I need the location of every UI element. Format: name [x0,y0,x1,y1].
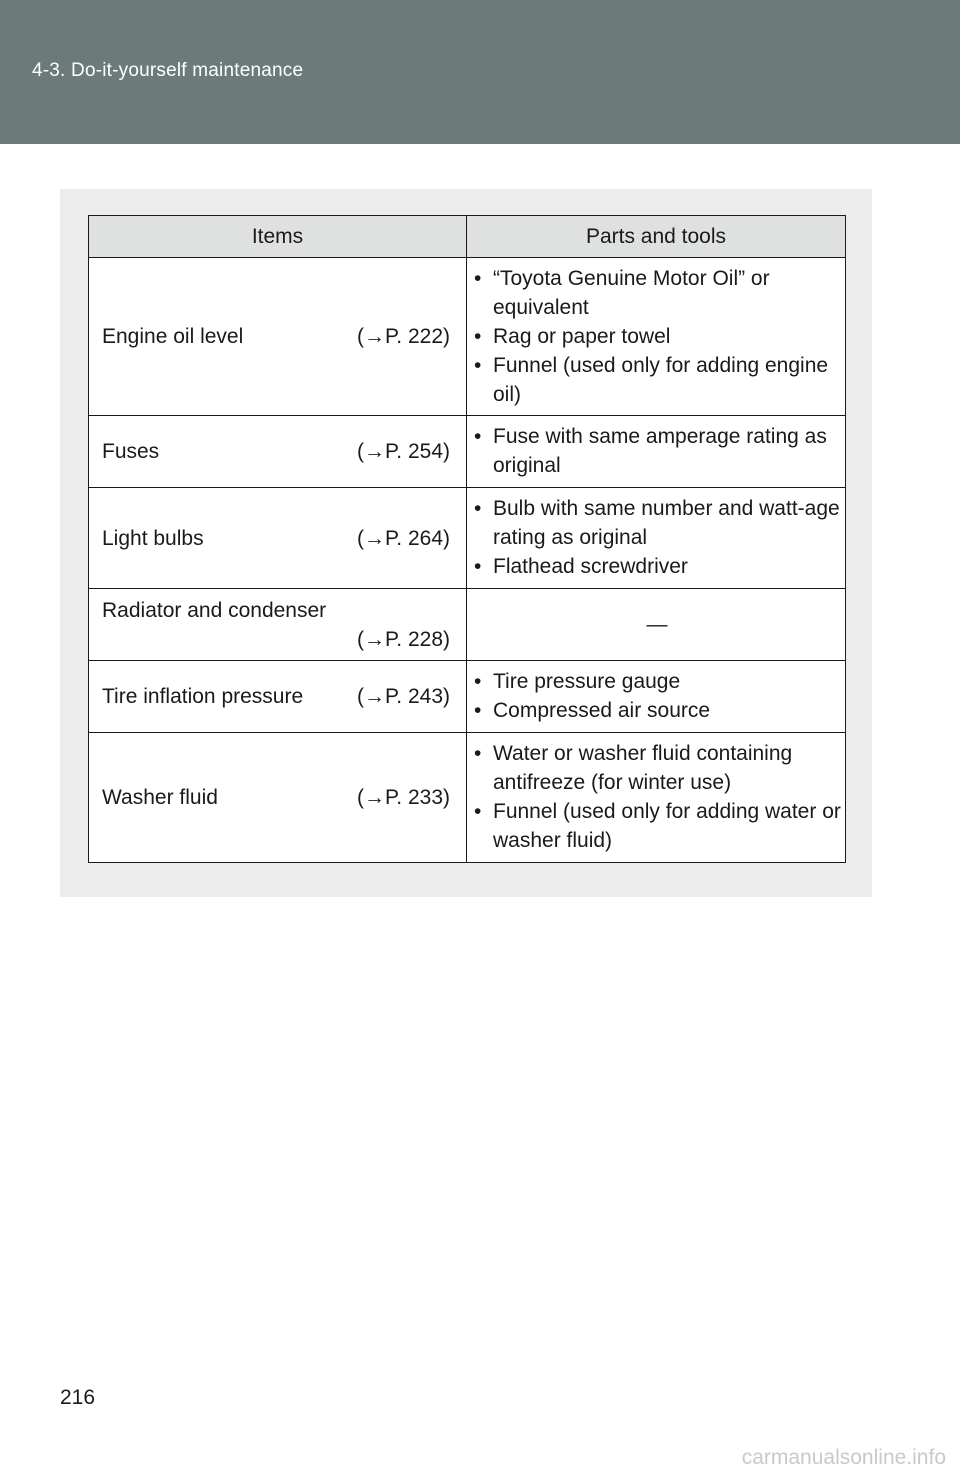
page-reference: (→P. 228) [357,627,450,651]
tools-cell [467,733,846,863]
table-header-row [89,216,846,258]
list-item: • Fuse with same amperage rating as original [473,422,841,480]
page-header [0,0,960,144]
maintenance-table [88,215,846,863]
no-tools-dash: — [646,612,668,636]
list-item: • Tire pressure gauge [473,667,841,696]
list-item: • Compressed air source [473,696,841,725]
table-row [89,589,846,661]
item-cell [89,661,467,733]
item-name: Radiator and condenser [102,598,327,622]
page-reference: (→P. 233) [357,786,450,809]
list-item: • “Toyota Genuine Motor Oil” or equivalent [473,264,841,322]
item-name: Engine oil level [102,325,244,348]
page-reference: (→P. 254) [357,440,450,463]
item-name: Light bulbs [102,526,204,550]
tools-cell [467,661,846,733]
section-title: 4-3. Do-it-yourself maintenance [32,60,304,81]
tools-cell [467,488,846,589]
item-name: Washer fluid [102,786,218,809]
tools-cell [467,589,846,661]
table-row [89,258,846,416]
table-row [89,733,846,863]
item-cell [89,416,467,488]
tools-cell [467,258,846,416]
table-row [89,488,846,589]
list-item: • Water or washer fluid containing antifreeze (for winter use) [473,739,841,797]
item-cell [89,488,467,589]
table-row [89,416,846,488]
page-reference: (→P. 243) [357,685,450,708]
column-header-items: Items [89,216,467,258]
page-number: 216 [60,1386,96,1409]
list-item: • Rag or paper towel [473,322,841,351]
item-name: Tire inflation pressure [102,685,304,708]
list-item: • Bulb with same number and watt-age rating as original [473,494,841,552]
item-cell [89,589,467,661]
page-reference: (→P. 222) [357,325,450,348]
watermark: carmanualsonline.info [741,1446,946,1469]
column-header-parts-and-tools: Parts and tools [467,216,846,258]
list-item: • Funnel (used only for adding water or washer fluid) [473,797,841,855]
item-cell [89,733,467,863]
list-item: • Funnel (used only for adding engine oil) [473,351,841,409]
page-reference: (→P. 264) [357,526,450,550]
tools-cell [467,416,846,488]
item-cell [89,258,467,416]
table-row [89,661,846,733]
item-name: Fuses [102,440,160,463]
list-item: • Flathead screwdriver [473,552,841,581]
